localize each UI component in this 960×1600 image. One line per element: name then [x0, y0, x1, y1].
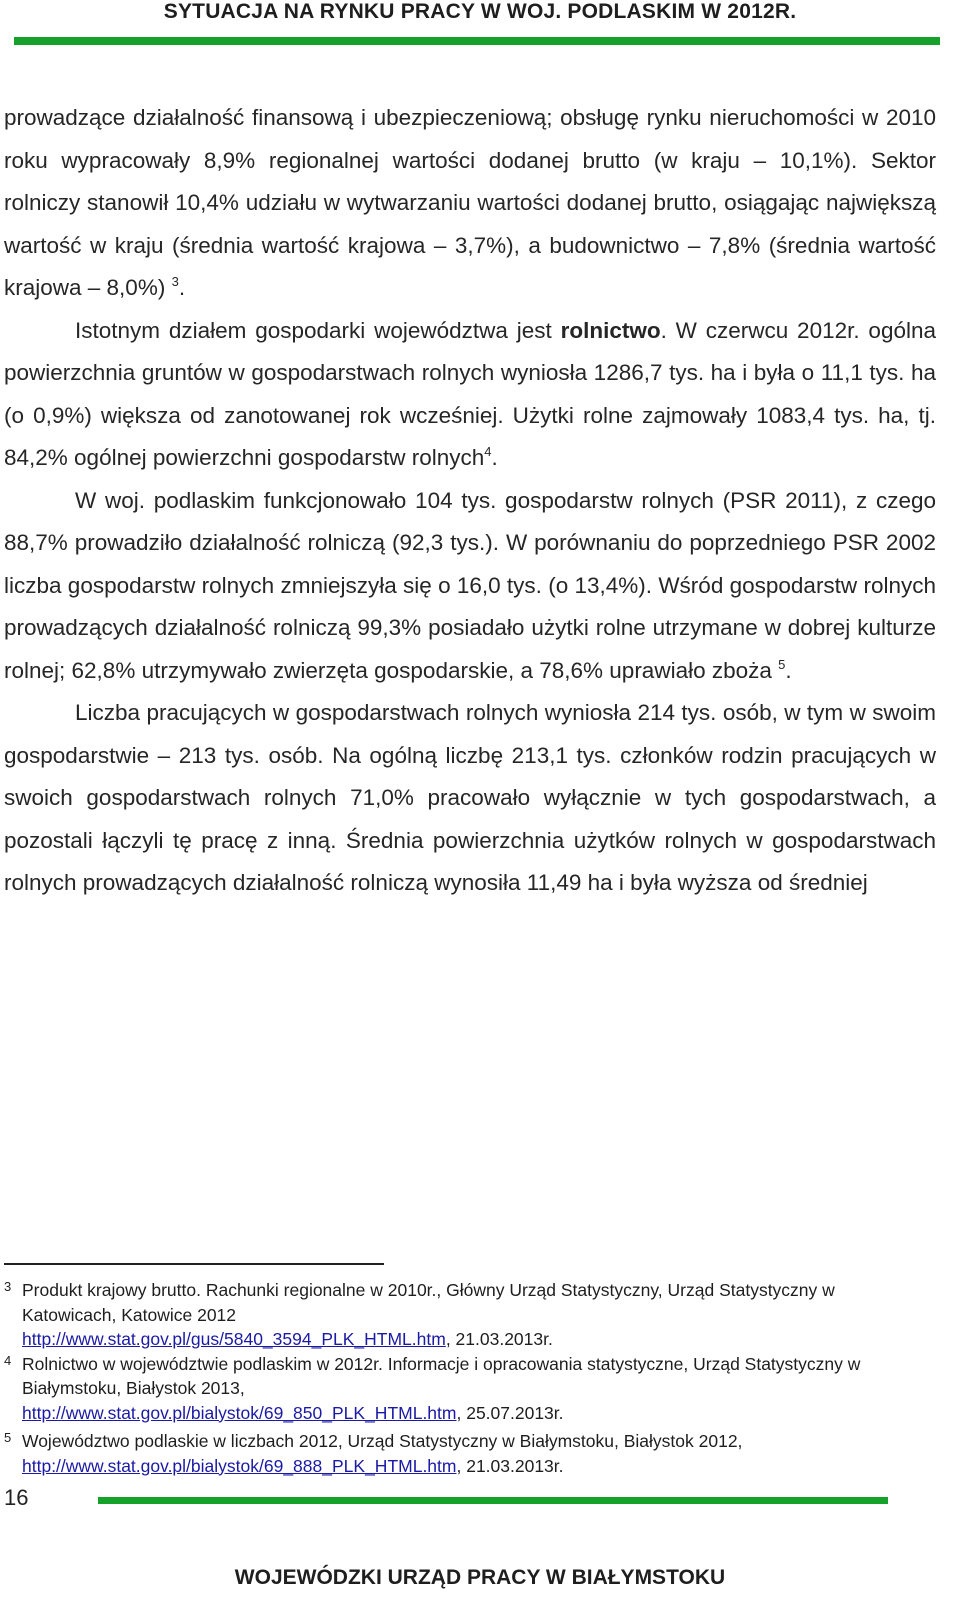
paragraph-1-end: .: [178, 275, 186, 300]
footnote-5: [4, 1429, 924, 1478]
footnote-body: [22, 1352, 924, 1426]
footnote-number: 4: [4, 1352, 12, 1368]
footnote-ref-5[interactable]: 5: [778, 656, 786, 672]
footnote-text: Województwo podlaskie w liczbach 2012, Urząd Statystyczny w Białymstoku, Białystok 2012,: [22, 1431, 743, 1451]
footnote-date: , 21.03.2013r.: [456, 1455, 564, 1476]
running-header: SYTUACJA NA RYNKU PRACY W WOJ. PODLASKIM W 2012R.: [163, 0, 797, 23]
footnote-link[interactable]: http://www.stat.gov.pl/bialystok/69_850_PLK_HTML.htm: [22, 1402, 457, 1423]
footnote-ref-3[interactable]: 3: [171, 274, 179, 289]
footnote-number: 3: [4, 1279, 12, 1294]
footnote-link[interactable]: http://www.stat.gov.pl/bialystok/69_888_PLK_HTML.htm: [22, 1455, 457, 1476]
footnote-date: , 25.07.2013r.: [456, 1402, 564, 1423]
paragraph-3: [4, 480, 936, 693]
footnote-body: [22, 1278, 924, 1352]
footer-divider: [98, 1497, 888, 1504]
paragraph-2-text-a: Istotnym działem gospodarki województwa jest: [75, 317, 561, 343]
paragraph-3-text: W woj. podlaskim funkcjonowało 104 tys. gospodarstw rolnych (PSR 2011), z czego 88,7% prowadziło działalność rolniczą (92,3 tys.). W porównaniu do poprzedniego PSR 2002 liczba gospodarstw rolnych zmniejszyła się o 16,0 tys. (o 13,4%). Wśród gospodarstw rolnych prowadzących działalność rolniczą 99,3% posiadało użytki rolne utrzymane w dobrej kulturze rolnej; 62,8% utrzymywało zwierzęta gospodarskie, a 78,6% uprawiało zboża: [4, 487, 936, 683]
paragraph-2-bold: rolnictwo: [560, 317, 661, 343]
footnote-text: Rolnictwo w województwie podlaskim w 2012r. Informacje i opracowania statystyczne, Urząd Statystyczny w Białymstoku, Białystok 2013,: [22, 1353, 861, 1398]
footnote-3: [4, 1278, 924, 1352]
footnotes: [4, 1278, 924, 1478]
paragraph-1-text: prowadzące działalność finansową i ubezpieczeniową; obsługę rynku nieruchomości w 2010 roku wypracowały 8,9% regionalnej wartości dodanej brutto (w kraju – 10,1%). Sektor rolniczy stanowił 10,4% udziału w wytwarzaniu wartości dodanej brutto, osiągając największą wartość w kraju (średnia wartość krajowa – 3,7%), a budownictwo – 7,8% (średnia wartość krajowa – 8,0%): [4, 105, 936, 300]
footnote-link[interactable]: http://www.stat.gov.pl/gus/5840_3594_PLK_HTML.htm: [22, 1329, 446, 1349]
footnote-separator: [4, 1263, 384, 1265]
paragraph-3-end: .: [785, 657, 792, 683]
footnote-body: [22, 1429, 924, 1478]
page-number: 16: [4, 1485, 29, 1510]
paragraph-2-end: .: [491, 445, 498, 470]
running-footer: WOJEWÓDZKI URZĄD PRACY W BIAŁYMSTOKU: [234, 1566, 726, 1589]
footnote-ref-4[interactable]: 4: [484, 444, 492, 459]
body-text: [4, 97, 936, 905]
footnote-4: [4, 1352, 924, 1426]
paragraph-2: [4, 310, 936, 480]
footnote-date: , 21.03.2013r.: [445, 1329, 553, 1349]
paragraph-1: [4, 97, 936, 310]
footnote-number: 5: [4, 1430, 12, 1445]
footnote-text: Produkt krajowy brutto. Rachunki regionalne w 2010r., Główny Urząd Statystyczny, Urząd Statystyczny w Katowicach, Katowice 2012: [22, 1280, 835, 1325]
paragraph-4: Liczba pracujących w gospodarstwach rolnych wyniosła 214 tys. osób, w tym w swoim gospodarstwie – 213 tys. osób. Na ogólną liczbę 213,1 tys. członków rodzin pracujących w swoich gospodarstwach rolnych 71,0% pracowało wyłącznie w tych gospodarstwach, a pozostali łączyli tę pracę z inną. Średnia powierzchnia użytków rolnych w gospodarstwach rolnych prowadzących działalność rolniczą wynosiła 11,49 ha i była wyższa od średniej: [4, 700, 936, 895]
paragraph-2-text-b: . W czerwcu 2012r. ogólna powierzchnia gruntów w gospodarstwach rolnych wyniosła 1286,7 tys. ha i była o 11,1 tys. ha (o 0,9%) większa od zanotowanej rok wcześniej. Użytki rolne zajmowały 1083,4 tys. ha, tj. 84,2% ogólnej powierzchni gospodarstw rolnych: [4, 317, 936, 470]
header-divider: [14, 37, 940, 45]
